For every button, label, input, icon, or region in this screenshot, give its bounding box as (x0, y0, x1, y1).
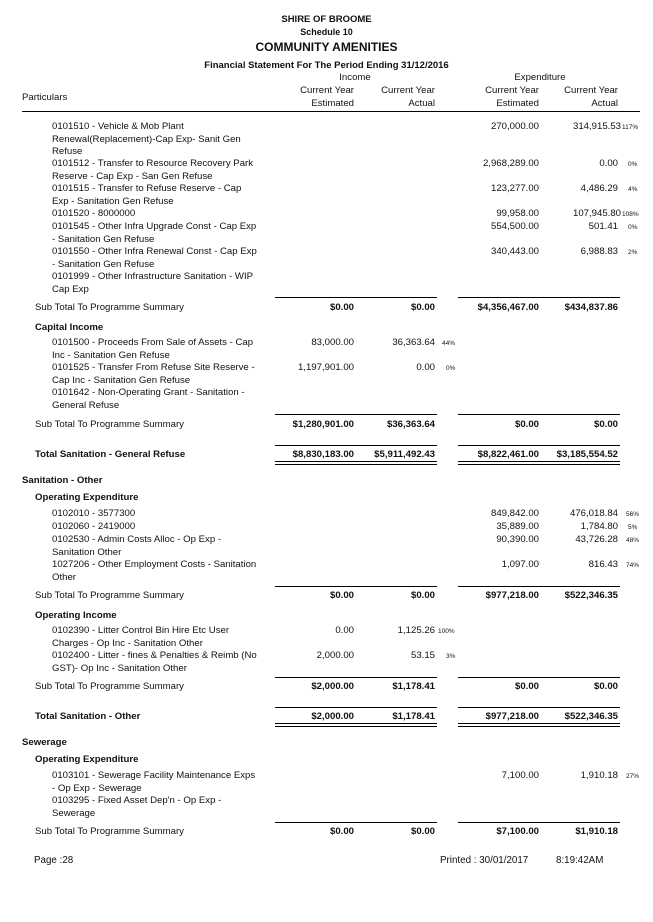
exp-est-value: 35,889.00 (496, 521, 539, 532)
list-item: 0101545 - Other Infra Upgrade Const - Cap Exp - Sanitation Gen Refuse (52, 221, 257, 245)
list-item: 0101510 - Vehicle & Mob Plant Renewal(Replacement)-Cap Exp- Sanit Gen Refuse (52, 121, 241, 157)
subtotal-inc-act: $36,363.64 (386, 419, 435, 430)
subtotal-exp-est: $7,100.00 (496, 826, 539, 837)
list-item: 0101642 - Non-Operating Grant - Sanitation - General Refuse (52, 387, 245, 411)
exp-est-header-2: Estimated (496, 98, 539, 109)
subtotal-rule (458, 297, 620, 298)
total-double-rule (458, 723, 620, 727)
total-exp-act: $522,346.35 (564, 711, 618, 722)
inc-est-value: 1,197,901.00 (297, 362, 354, 373)
subtotal-inc-act: $0.00 (410, 826, 435, 837)
subtotal-inc-est: $0.00 (329, 826, 354, 837)
schedule-label: Schedule 10 (300, 27, 353, 37)
subtotal-rule (275, 414, 437, 415)
list-item: 0102010 - 3577300 (52, 508, 136, 519)
total-double-rule (275, 723, 437, 727)
inc-act-header-2: Actual (408, 98, 435, 109)
total-double-rule (275, 461, 437, 465)
section-title: Sewerage (22, 737, 67, 748)
list-item: 0101525 - Transfer From Refuse Site Reserve - Cap Inc - Sanitation Gen Refuse (52, 362, 255, 386)
exp-act-value: 107,945.80 (572, 208, 621, 219)
subtotal-inc-est: $2,000.00 (311, 681, 354, 692)
pct-value: 4% (628, 186, 638, 193)
exp-est-header-1: Current Year (485, 85, 539, 96)
list-item: 0101520 - 8000000 (52, 208, 136, 219)
subtotal-label: Sub Total To Programme Summary (35, 419, 184, 430)
total-inc-est: $2,000.00 (311, 711, 354, 722)
exp-est-value: 270,000.00 (490, 121, 539, 132)
subtotal-rule (458, 822, 620, 823)
pct-value: 48% (626, 537, 640, 544)
pct-value: 27% (626, 773, 640, 780)
subtotal-rule (275, 677, 437, 678)
subtotal-rule (275, 297, 437, 298)
subtotal-inc-est: $0.00 (329, 302, 354, 313)
list-item: 0101500 - Proceeds From Sale of Assets - Cap Inc - Sanitation Gen Refuse (52, 337, 254, 361)
section-heading: Capital Income (35, 322, 104, 333)
exp-act-value: 476,018.84 (569, 508, 618, 519)
income-header: Income (339, 72, 371, 83)
total-inc-act: $1,178.41 (392, 711, 435, 722)
subtotal-exp-est: $4,356,467.00 (477, 302, 539, 313)
printed-time: 8:19:42AM (556, 855, 604, 866)
pct-value: 44% (442, 340, 456, 347)
inc-act-value: 53.15 (410, 650, 435, 661)
pct-value: 74% (626, 562, 640, 569)
list-item: 0102390 - Litter Control Bin Hire Etc User Charges - Op Inc - Sanitation Other (52, 625, 230, 649)
total-rule (458, 445, 620, 446)
exp-act-header-1: Current Year (564, 85, 618, 96)
pct-value: 108% (622, 211, 639, 218)
inc-act-value: 1,125.26 (397, 625, 435, 636)
subtotal-exp-act: $1,910.18 (575, 826, 618, 837)
pct-value: 2% (628, 249, 638, 256)
section-heading: Operating Income (35, 610, 117, 621)
org-name: SHIRE OF BROOME (281, 14, 372, 25)
subtotal-exp-act: $522,346.35 (564, 590, 618, 601)
inc-act-value: 0.00 (416, 362, 435, 373)
list-item: 1027206 - Other Employment Costs - Sanitation Other (52, 559, 257, 583)
pct-value: 0% (628, 161, 638, 168)
subtotal-inc-act: $0.00 (410, 302, 435, 313)
pct-value: 100% (438, 628, 455, 635)
exp-act-value: 816.43 (588, 559, 618, 570)
exp-est-value: 90,390.00 (496, 534, 539, 545)
subtotal-label: Sub Total To Programme Summary (35, 826, 184, 837)
list-item: 0103101 - Sewerage Facility Maintenance Exps - Op Exp - Sewerage (52, 770, 256, 794)
exp-act-header-2: Actual (591, 98, 618, 109)
total-rule (275, 445, 437, 446)
inc-est-value: 83,000.00 (311, 337, 354, 348)
page-number: Page :28 (34, 855, 74, 866)
exp-est-value: 1,097.00 (501, 559, 539, 570)
header-divider (22, 111, 640, 112)
exp-est-value: 123,277.00 (490, 183, 539, 194)
subtotal-inc-est: $1,280,901.00 (292, 419, 354, 430)
subtotal-rule (275, 822, 437, 823)
list-item: 0101515 - Transfer to Refuse Reserve - Cap Exp - Sanitation Gen Refuse (52, 183, 242, 207)
total-exp-est: $977,218.00 (485, 711, 539, 722)
subtotal-inc-act: $0.00 (410, 590, 435, 601)
exp-act-value: 4,486.29 (580, 183, 618, 194)
subtotal-rule (458, 677, 620, 678)
exp-act-value: 1,784.80 (580, 521, 618, 532)
pct-value: 0% (628, 224, 638, 231)
subtotal-exp-est: $0.00 (514, 419, 539, 430)
exp-est-value: 340,443.00 (490, 246, 539, 257)
list-item: 0101512 - Transfer to Resource Recovery Park Reserve - Cap Exp - San Gen Refuse (52, 158, 254, 182)
inc-est-header-2: Estimated (311, 98, 354, 109)
subtotal-exp-act: $0.00 (593, 681, 618, 692)
subtotal-inc-est: $0.00 (329, 590, 354, 601)
total-exp-est: $8,822,461.00 (477, 449, 539, 460)
pct-value: 56% (626, 511, 640, 518)
period-title: Financial Statement For The Period Ending 31/12/2016 (204, 60, 449, 71)
total-label: Total Sanitation - General Refuse (35, 449, 186, 460)
section-title: Sanitation - Other (22, 475, 103, 486)
inc-act-value: 36,363.64 (392, 337, 435, 348)
total-inc-act: $5,911,492.43 (374, 449, 435, 460)
total-inc-est: $8,830,183.00 (292, 449, 354, 460)
exp-est-value: 849,842.00 (490, 508, 539, 519)
exp-act-value: 1,910.18 (580, 770, 618, 781)
particulars-header: Particulars (22, 92, 68, 103)
total-double-rule (458, 461, 620, 465)
exp-act-value: 6,988.83 (580, 246, 618, 257)
exp-est-value: 2,968,289.00 (482, 158, 539, 169)
subtotal-exp-act: $0.00 (593, 419, 618, 430)
subtotal-exp-est: $0.00 (514, 681, 539, 692)
exp-est-value: 554,500.00 (490, 221, 539, 232)
inc-est-value: 2,000.00 (316, 650, 354, 661)
section-heading: Operating Expenditure (35, 754, 139, 765)
total-rule (458, 707, 620, 708)
list-item: 0102060 - 2419000 (52, 521, 136, 532)
subtotal-inc-act: $1,178.41 (392, 681, 435, 692)
pct-value: 3% (446, 653, 456, 660)
expenditure-header: Expenditure (514, 72, 566, 83)
pct-value: 5% (628, 524, 638, 531)
subtotal-label: Sub Total To Programme Summary (35, 590, 184, 601)
subtotal-label: Sub Total To Programme Summary (35, 302, 184, 313)
list-item: 0101550 - Other Infra Renewal Const - Cap Exp - Sanitation Gen Refuse (52, 246, 257, 270)
inc-act-header-1: Current Year (381, 85, 435, 96)
total-rule (275, 707, 437, 708)
subtotal-label: Sub Total To Programme Summary (35, 681, 184, 692)
pct-value: 117% (622, 124, 639, 131)
subtotal-exp-est: $977,218.00 (485, 590, 539, 601)
section-heading: Operating Expenditure (35, 492, 139, 503)
subtotal-rule (458, 414, 620, 415)
pct-value: 0% (446, 365, 456, 372)
exp-est-value: 99,958.00 (496, 208, 539, 219)
subtotal-rule (458, 586, 620, 587)
exp-est-value: 7,100.00 (501, 770, 539, 781)
list-item: 0103295 - Fixed Asset Dep'n - Op Exp - Sewerage (52, 795, 222, 819)
exp-act-value: 0.00 (599, 158, 618, 169)
inc-est-header-1: Current Year (300, 85, 354, 96)
subtotal-exp-act: $434,837.86 (564, 302, 618, 313)
inc-est-value: 0.00 (335, 625, 354, 636)
list-item: 0101999 - Other Infrastructure Sanitation - WIP Cap Exp (52, 271, 253, 295)
exp-act-value: 314,915.53 (572, 121, 621, 132)
exp-act-value: 43,726.28 (575, 534, 618, 545)
subtotal-rule (275, 586, 437, 587)
total-label: Total Sanitation - Other (35, 711, 141, 722)
total-exp-act: $3,185,554.52 (556, 449, 618, 460)
exp-act-value: 501.41 (588, 221, 618, 232)
printed-date: Printed : 30/01/2017 (440, 855, 529, 866)
list-item: 0102530 - Admin Costs Alloc - Op Exp - Sanitation Other (52, 534, 222, 558)
page-title: COMMUNITY AMENITIES (255, 40, 398, 54)
list-item: 0102400 - Litter - fines & Penalties & Reimb (No GST)- Op Inc - Sanitation Other (52, 650, 257, 674)
